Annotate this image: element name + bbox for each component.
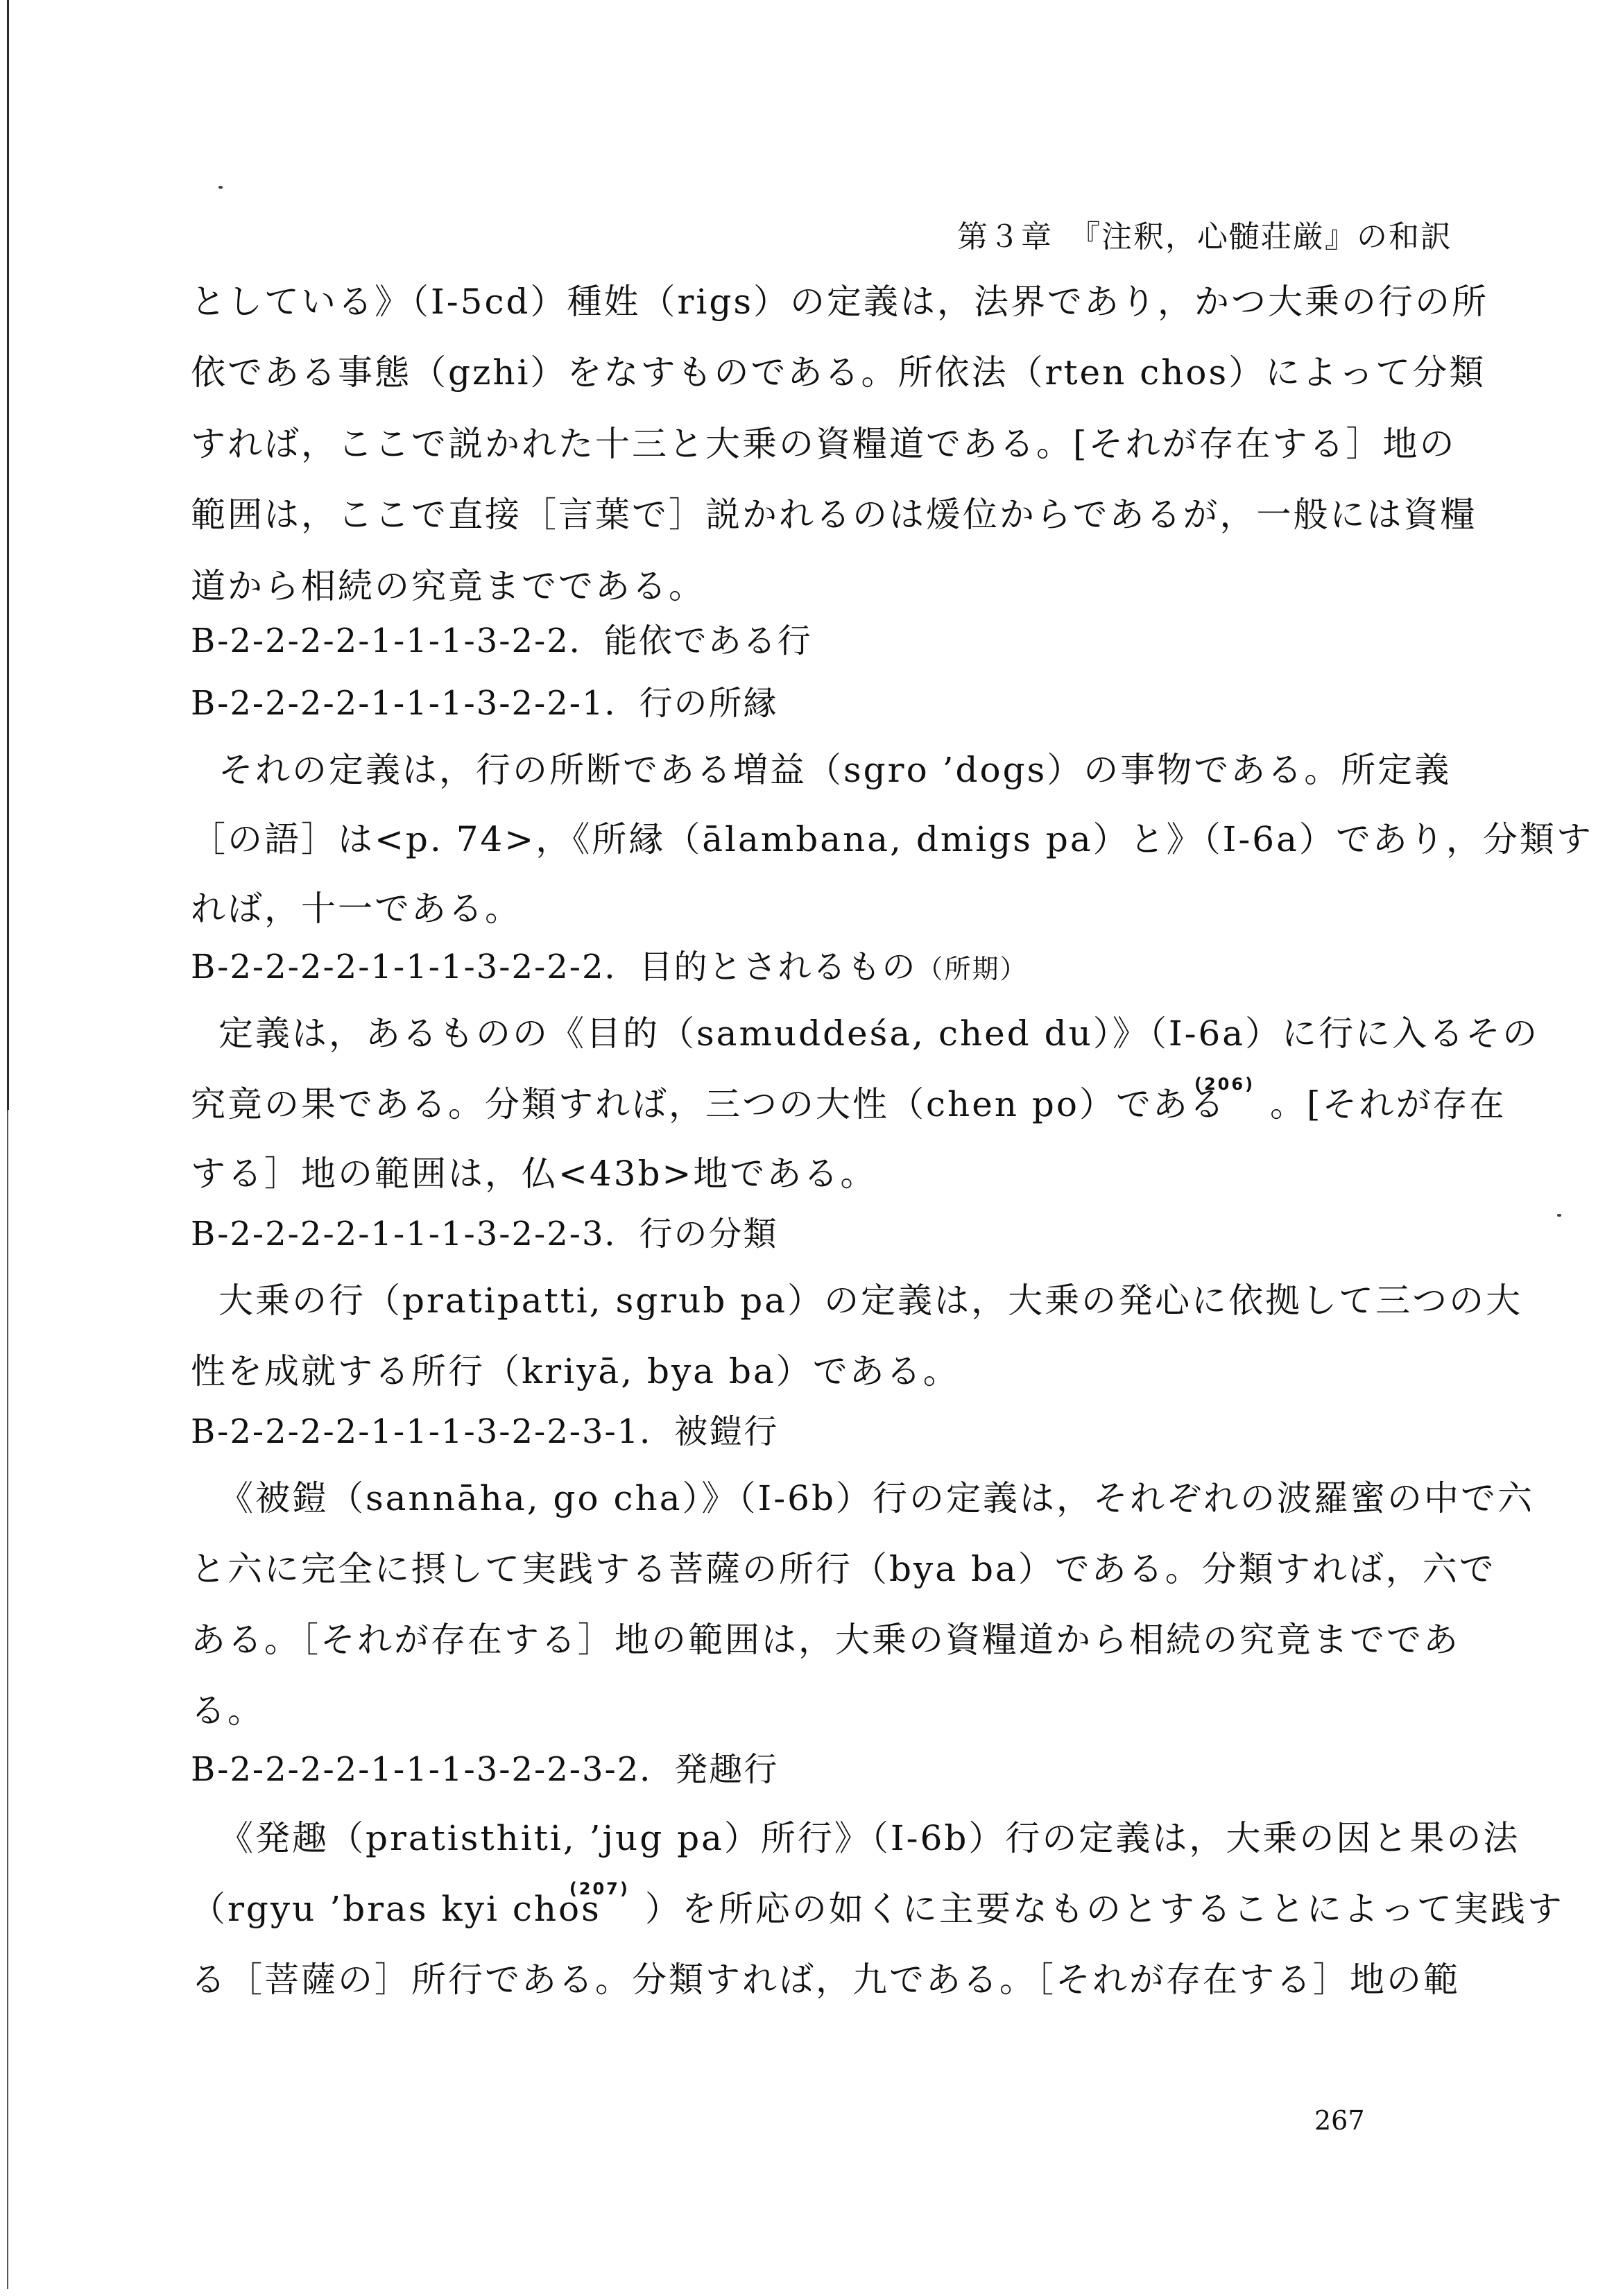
body-line: 大乗の行（pratipatti, sgrub pa）の定義は，大乗の発心に依拠して三つの大 bbox=[218, 1280, 1523, 1321]
section-heading: B-2-2-2-2-1-1-1-3-2-2-3．行の分類 bbox=[191, 1215, 778, 1253]
body-line bbox=[191, 1879, 1564, 1931]
body-line: ［の語］は<p. 74>，《所縁（ālambana, dmigs pa）と》（I-6a）であり，分類す bbox=[191, 819, 1593, 859]
body-line: 定義は，あるものの《目的（samuddeśa, ched du）》（I-6a）に行に入るその bbox=[218, 1013, 1540, 1054]
footnote-marker: (207) bbox=[569, 1879, 630, 1899]
body-line: 依である事態（gzhi）をなすものである。所依法（rten chos）によって分類 bbox=[191, 352, 1486, 393]
scan-speck bbox=[1557, 1214, 1561, 1217]
body-line: と六に完全に摂して実践する菩薩の所行（bya ba）である。分類すれば，六で bbox=[191, 1549, 1496, 1589]
section-heading: B-2-2-2-2-1-1-1-3-2-2-3-2．発趣行 bbox=[191, 1750, 779, 1789]
body-line: としている》（I-5cd）種姓（rigs）の定義は，法界であり，かつ大乗の行の所 bbox=[191, 282, 1489, 322]
body-line: る。 bbox=[191, 1690, 264, 1731]
body-line: それの定義は，行の所断である増益（sgro ’dogs）の事物である。所定義 bbox=[218, 750, 1452, 790]
body-line-text: （rgyu ’bras kyi chos bbox=[191, 1889, 601, 1929]
scan-speck bbox=[218, 186, 223, 189]
section-heading: B-2-2-2-2-1-1-1-3-2-2-3-1．被鎧行 bbox=[191, 1412, 779, 1451]
body-line: すれば，ここで説かれた十三と大乗の資糧道である。[それが存在する］地の bbox=[191, 424, 1457, 464]
body-line: 《発趣（pratisthiti, ’jug pa）所行》（I-6b）行の定義は，大乗の因と果の法 bbox=[218, 1818, 1520, 1858]
body-line-text: 。[それが存在 bbox=[1270, 1084, 1506, 1124]
body-line: する］地の範囲は，仏<43b>地である。 bbox=[191, 1154, 877, 1194]
body-line: 道から相続の究竟までである。 bbox=[191, 566, 705, 606]
body-line bbox=[191, 1074, 1506, 1126]
page-edge-rule-lower bbox=[7, 1110, 8, 2289]
body-line: 範囲は，ここで直接［言葉で］説かれるのは煖位からであるが，一般には資糧 bbox=[191, 495, 1477, 535]
section-heading-gloss: （所期） bbox=[916, 954, 1028, 984]
section-heading: B-2-2-2-2-1-1-1-3-2-2-1．行の所縁 bbox=[191, 684, 778, 723]
body-line-text: ）を所応の如くに主要なものとすることによって実践す bbox=[644, 1889, 1564, 1929]
page-number: 267 bbox=[1314, 2105, 1365, 2136]
body-line-text: 究竟の果である。分類すれば，三つの大性（chen po）である bbox=[191, 1084, 1226, 1124]
section-heading: B-2-2-2-2-1-1-1-3-2-2．能依である行 bbox=[191, 622, 812, 660]
running-header: 第３章 『注釈，心髄荘厳』の和訳 bbox=[957, 219, 1452, 255]
body-line: ある。［それが存在する］地の範囲は，大乗の資糧道から相続の究竟までであ bbox=[191, 1620, 1460, 1660]
body-line: 性を成就する所行（kriyā, bya ba）である。 bbox=[191, 1351, 960, 1391]
body-line: 《被鎧（sannāha, go cha）》（I-6b）行の定義は，それぞれの波羅蜜の中で六 bbox=[218, 1478, 1534, 1518]
section-heading-text: B-2-2-2-2-1-1-1-3-2-2-2．目的とされるもの bbox=[191, 948, 917, 986]
page-edge-rule bbox=[7, 0, 9, 1110]
body-line: れば，十一である。 bbox=[191, 889, 522, 929]
body-line: る［菩薩の］所行である。分類すれば，九である。［それが存在する］地の範 bbox=[191, 1960, 1460, 2000]
footnote-marker: (206) bbox=[1194, 1074, 1255, 1094]
section-heading bbox=[191, 940, 1411, 988]
